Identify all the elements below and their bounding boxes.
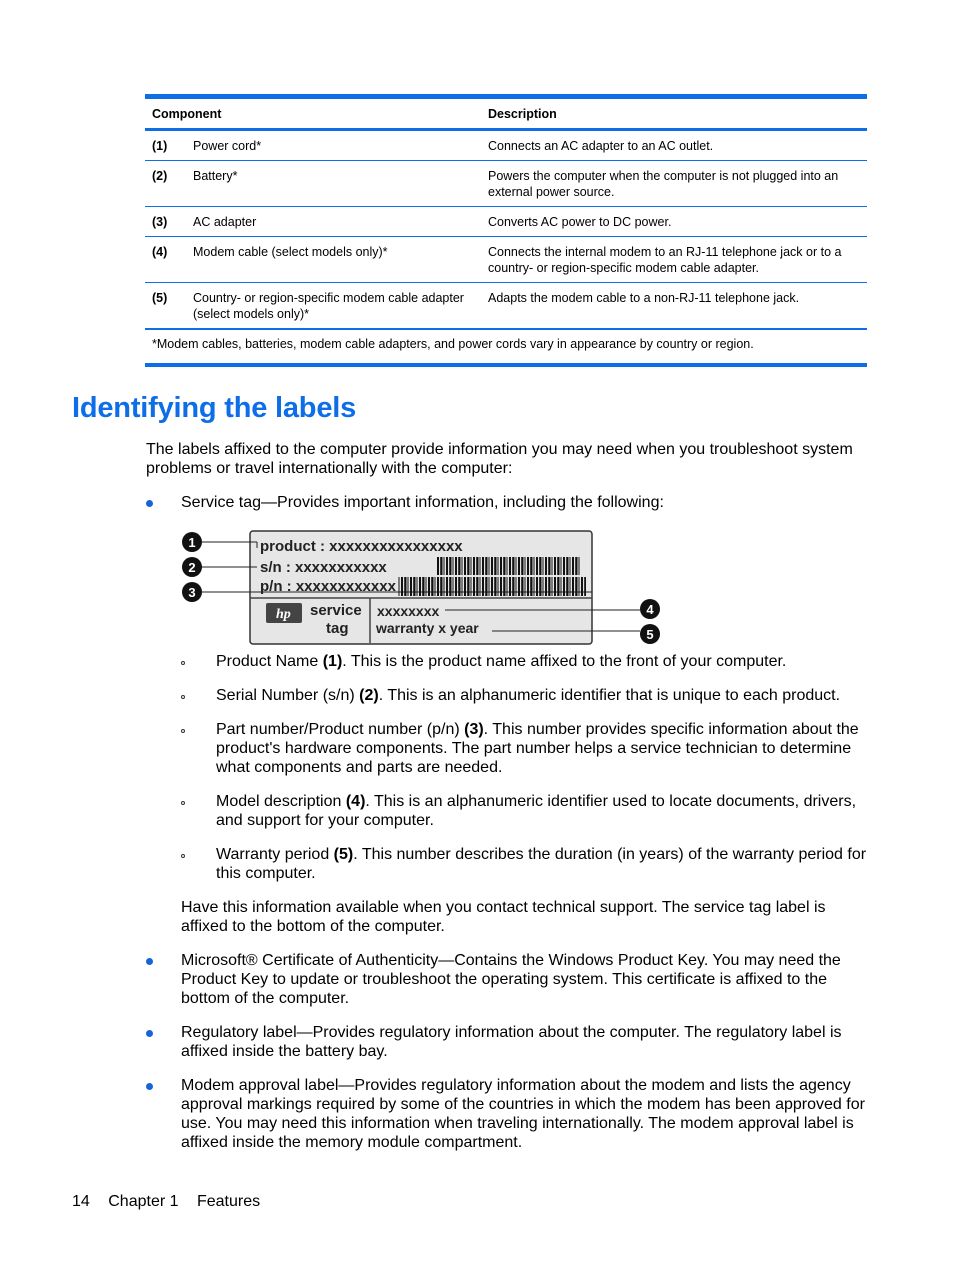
- bullet-certificate: Microsoft® Certificate of Authenticity—Contains the Windows Product Key. You may need the Product Key to update or troubleshoot the operating system. This certificate is affixed to the bottom of the computer.: [181, 952, 841, 1007]
- header-description: Description: [488, 106, 557, 121]
- row-number: (2): [152, 169, 168, 183]
- row-description: Connects the internal modem to an RJ-11 telephone jack or to a country- or region-specific modem cable adapter.: [488, 245, 842, 275]
- table-footnote: *Modem cables, batteries, modem cable adapters, and power cords vary in appearance by country or region.: [145, 329, 867, 363]
- sub-item-part-number: Part number/Product number (p/n) (3). This number provides specific information about the product's hardware components. The part number helps a service technician to determine what components and parts are needed.: [216, 721, 859, 776]
- tag-model-text: xxxxxxxx: [377, 603, 440, 619]
- table-header: [145, 99, 867, 131]
- table-row: [145, 207, 867, 237]
- sub-bullet-icon: [181, 661, 185, 665]
- chapter-title: Features: [196, 1193, 261, 1210]
- tag-product-text: product : xxxxxxxxxxxxxxxx: [260, 538, 463, 555]
- row-number: (1): [152, 139, 168, 153]
- bullet-icon: [146, 958, 153, 965]
- sub-bullet-icon: [181, 801, 185, 805]
- sub-bullet-icon: [181, 729, 185, 733]
- component-table: [145, 94, 867, 367]
- page-footer: [72, 1193, 274, 1211]
- tag-warranty-text: warranty x year: [376, 620, 479, 636]
- intro-paragraph: The labels affixed to the computer provide information you may need when you troubleshoot system problems or travel internationally with the computer:: [146, 441, 853, 477]
- bullet-icon: [146, 1030, 153, 1037]
- row-number: (3): [152, 215, 168, 229]
- svg-text:3: 3: [188, 585, 196, 600]
- tag-tag-text: tag: [326, 620, 349, 637]
- row-description: Powers the computer when the computer is not plugged into an external power source.: [488, 169, 839, 199]
- table-row: [145, 161, 867, 207]
- header-component: Component: [152, 106, 222, 121]
- sub-item-warranty-period: Warranty period (5). This number describes the duration (in years) of the warranty period for this computer.: [216, 846, 867, 882]
- svg-text:2: 2: [188, 560, 196, 575]
- tag-service-text: service: [310, 602, 362, 619]
- svg-text:5: 5: [646, 627, 654, 642]
- table-row: [145, 283, 867, 329]
- callout-1-icon: [182, 532, 202, 552]
- tag-serial-text: s/n : xxxxxxxxxxx: [260, 559, 387, 576]
- callout-2-icon: [182, 557, 202, 577]
- bullet-icon: [146, 1083, 153, 1090]
- bullet-regulatory: Regulatory label—Provides regulatory information about the computer. The regulatory label is affixed inside the battery bay.: [181, 1024, 842, 1060]
- chapter-label: Chapter 1: [108, 1193, 179, 1210]
- row-number: (4): [152, 245, 168, 259]
- row-description: Connects an AC adapter to an AC outlet.: [488, 139, 714, 153]
- svg-text:1: 1: [188, 535, 196, 550]
- row-component: AC adapter: [193, 215, 257, 229]
- serial-barcode: [436, 557, 580, 575]
- row-description: Adapts the modem cable to a non-RJ-11 telephone jack.: [488, 291, 800, 305]
- bullet-modem: Modem approval label—Provides regulatory information about the modem and lists the agency approval markings required by some of the countries in which the modem has been approved for use. You may need this information when traveling internationally. The modem approval label is affixed inside the memory module compartment.: [181, 1077, 865, 1151]
- svg-text:4: 4: [646, 602, 654, 617]
- row-description: Converts AC power to DC power.: [488, 215, 672, 229]
- svg-text:hp: hp: [276, 607, 291, 622]
- callout-4-icon: [640, 599, 660, 619]
- row-component: Country- or region-specific modem cable adapter (select models only)*: [193, 291, 464, 321]
- sub-bullet-icon: [181, 854, 185, 858]
- table-row: [145, 237, 867, 283]
- row-number: (5): [152, 291, 168, 305]
- tag-part-text: p/n : xxxxxxxxxxxx: [260, 578, 396, 595]
- bullet-service-tag: Service tag—Provides important information, including the following:: [181, 494, 664, 511]
- row-component: Modem cable (select models only)*: [193, 245, 388, 259]
- sub-item-model-description: Model description (4). This is an alphanumeric identifier used to locate documents, drivers, and support for your computer.: [216, 793, 857, 829]
- row-component: Battery*: [193, 169, 238, 183]
- sub-item-product-name: Product Name (1). This is the product name affixed to the front of your computer.: [216, 653, 787, 670]
- callout-3-icon: [182, 582, 202, 602]
- service-tag-illustration: [180, 530, 664, 646]
- bullet-icon: [146, 500, 153, 507]
- page-number: 14: [72, 1193, 90, 1210]
- row-component: Power cord*: [193, 139, 262, 153]
- sub-bullet-icon: [181, 695, 185, 699]
- callout-5-icon: [640, 624, 660, 644]
- part-barcode: [398, 577, 586, 596]
- sub-item-serial-number: Serial Number (s/n) (2). This is an alphanumeric identifier that is unique to each product.: [216, 687, 841, 704]
- support-note: Have this information available when you contact technical support. The service tag label is affixed to the bottom of the computer.: [181, 899, 826, 935]
- section-heading: Identifying the labels: [72, 392, 357, 424]
- table-row: [145, 131, 867, 161]
